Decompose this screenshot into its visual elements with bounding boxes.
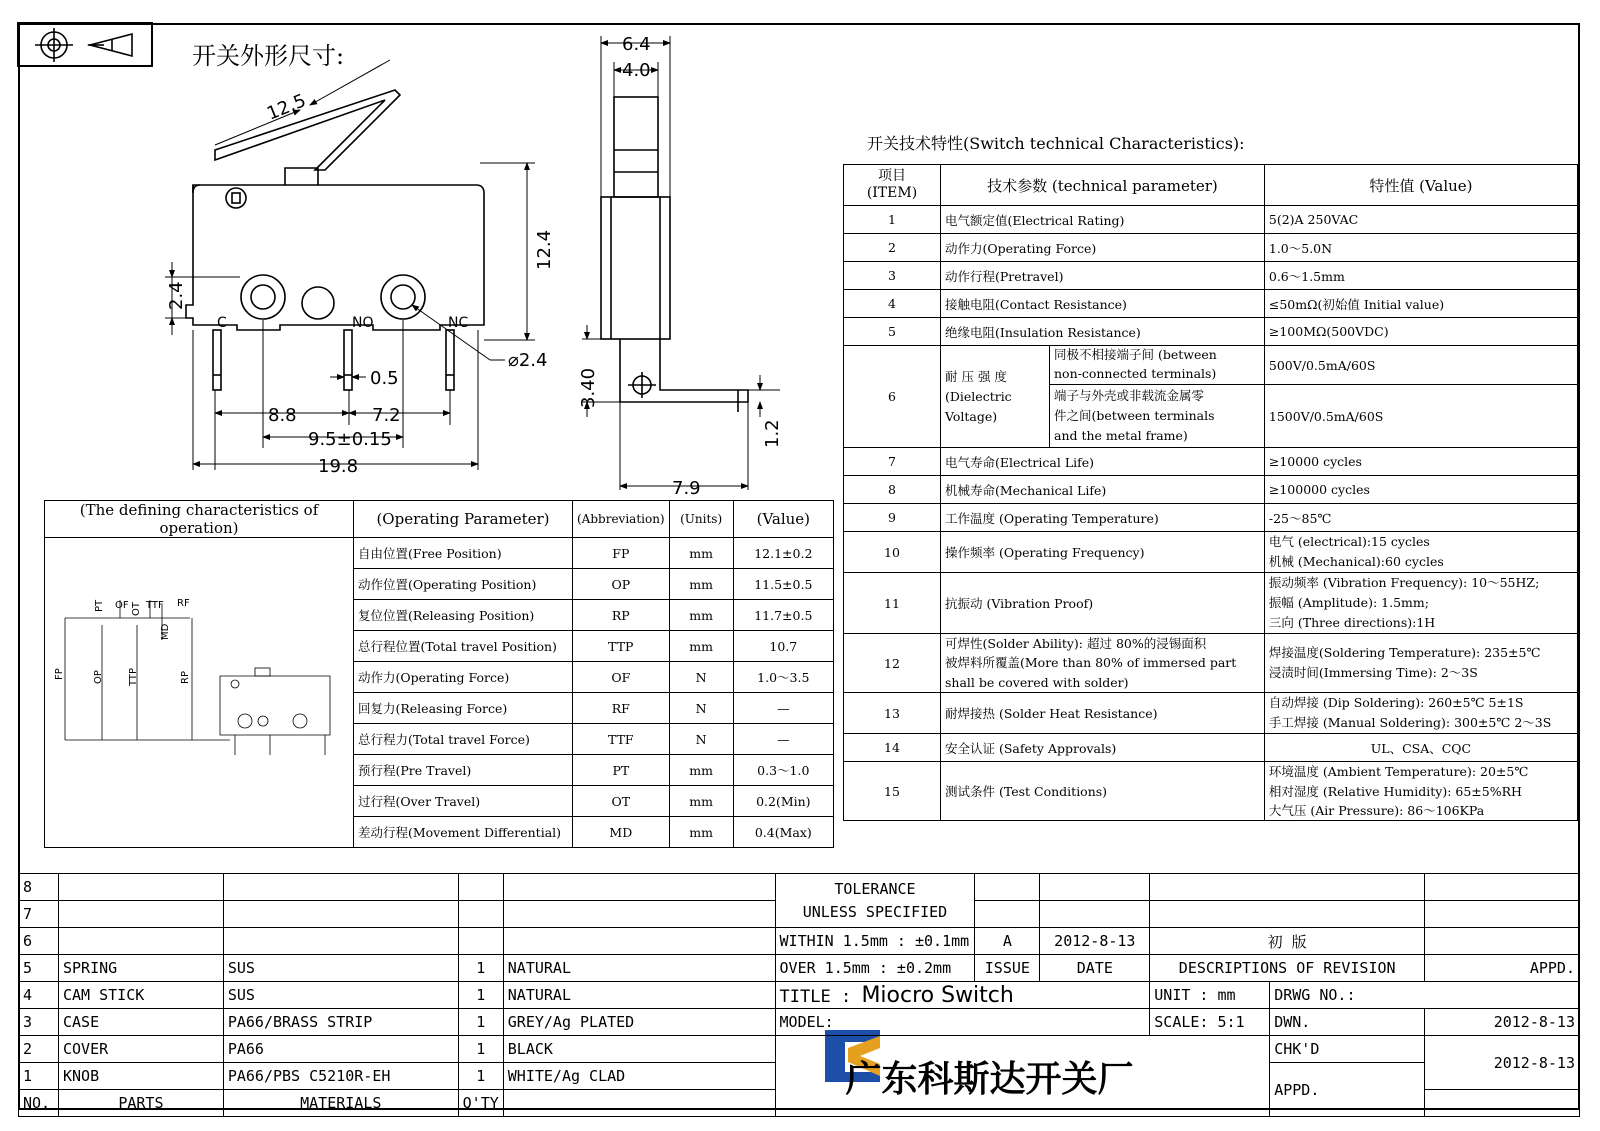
dim-side-offset: 3.40: [578, 367, 599, 408]
checked-label: CHK'D: [1270, 1036, 1425, 1063]
table-row: [844, 262, 1578, 290]
part-no: 3: [19, 1009, 59, 1036]
ops-param: 总行程位置(Total travel Position): [354, 631, 573, 662]
spec-param-line: 耐 压 强 度: [945, 368, 1007, 384]
rev-desc-empty: [1150, 901, 1425, 928]
unit-value: mm: [1217, 986, 1236, 1004]
part-finish: GREY/Ag PLATED: [503, 1009, 775, 1036]
spec-value: [1264, 573, 1577, 634]
ops-abbr: TTF: [573, 724, 670, 755]
ops-value: 11.7±0.5: [733, 600, 833, 631]
ops-param: 总行程力(Total travel Force): [354, 724, 573, 755]
spec-no: 10: [844, 532, 941, 573]
table-row: [844, 573, 1578, 634]
company-name: 广东科斯达开关厂: [845, 1058, 1134, 1100]
rev-issue-empty: [975, 901, 1040, 928]
part-qty: 1: [458, 1063, 503, 1090]
ops-value: 0.2(Min): [733, 786, 833, 817]
ops-value: 0.3～1.0: [733, 755, 833, 786]
spec-value-line: 电气 (electrical):15 cycles: [1268, 534, 1430, 549]
unit-cell: [1150, 982, 1270, 1009]
spec-value-line: 振幅 (Amplitude): 1.5mm;: [1268, 595, 1429, 610]
table-row: [844, 532, 1578, 573]
part-name: [58, 901, 223, 928]
spec-sub-param: [1050, 385, 1265, 448]
spec-param: 动作行程(Pretravel): [941, 262, 1265, 290]
title-block: [18, 873, 1580, 1110]
unit-label: UNIT :: [1154, 986, 1209, 1004]
spec-param-line: Voltage): [945, 408, 998, 424]
part-material: PA66: [223, 1036, 458, 1063]
ops-abbr: RP: [573, 600, 670, 631]
op-label-rp: RP: [180, 671, 191, 684]
spec-no: 1: [844, 206, 941, 234]
spec-value: 5(2)A 250VAC: [1264, 206, 1577, 234]
dim-span-right: 7.2: [372, 405, 401, 426]
spec-param: 耐焊接热 (Solder Heat Resistance): [941, 693, 1265, 734]
spec-param: 安全认证 (Safety Approvals): [941, 734, 1265, 762]
spec-value: ≥100MΩ(500VDC): [1264, 318, 1577, 346]
spec-param-line: 可焊性(Solder Ability): 超过 80%的浸锡面积: [945, 636, 1207, 651]
ops-param: 动作位置(Operating Position): [354, 569, 573, 600]
table-row: [19, 928, 1580, 955]
ops-value: 1.0～3.5: [733, 662, 833, 693]
ops-param: 差动行程(Movement Differential): [354, 817, 573, 848]
spec-no: 4: [844, 290, 941, 318]
approved-date-empty: [1425, 1090, 1580, 1117]
table-row: [19, 1036, 1580, 1063]
spec-value: ≤50mΩ(初始值 Initial value): [1264, 290, 1577, 318]
part-no: 4: [19, 982, 59, 1009]
dim-height: 12.4: [534, 229, 555, 270]
spec-param: 机械寿命(Mechanical Life): [941, 476, 1265, 504]
part-finish: [503, 874, 775, 901]
spec-param-line: (Dielectric: [945, 388, 1012, 404]
part-finish: BLACK: [503, 1036, 775, 1063]
spec-param-line: 件之间(between terminals: [1054, 408, 1215, 423]
part-finish: NATURAL: [503, 982, 775, 1009]
spec-param-line: 端子与外壳或非载流金属零: [1054, 388, 1205, 403]
part-material: PA66/BRASS STRIP: [223, 1009, 458, 1036]
spec-param: 测试条件 (Test Conditions): [941, 762, 1265, 821]
op-label-md: MD: [160, 623, 171, 640]
spec-value-line: 三向 (Three directions):1H: [1268, 615, 1436, 630]
ops-abbr: OT: [573, 786, 670, 817]
part-qty: [458, 874, 503, 901]
part-material: SUS: [223, 982, 458, 1009]
spec-no: 12: [844, 634, 941, 693]
spec-param: 工作温度 (Operating Temperature): [941, 504, 1265, 532]
op-label-ttf: TTF: [146, 600, 164, 611]
ops-unit: mm: [669, 817, 733, 848]
dimension-title: 开关外形尺寸:: [192, 42, 345, 70]
rev-appd-empty: [1425, 874, 1580, 901]
spec-param: [941, 634, 1265, 693]
tolerance-within: WITHIN 1.5mm : ±0.1mm: [775, 928, 975, 955]
spec-value-line: 浸渍时间(Immersing Time): 2～3S: [1268, 665, 1478, 681]
drawing-number-label: DRWG NO.:: [1270, 982, 1580, 1009]
ops-value: 12.1±0.2: [733, 538, 833, 569]
part-no: 5: [19, 955, 59, 982]
spec-param: 动作力(Operating Force): [941, 234, 1265, 262]
spec-header-item-en: (ITEM): [866, 185, 918, 201]
date-label: DATE: [1040, 955, 1150, 982]
ops-figure-cell: [45, 538, 354, 848]
part-material: [223, 874, 458, 901]
table-row: [844, 734, 1578, 762]
spec-header-value: 特性值 (Value): [1264, 165, 1577, 206]
dim-lever: 12.5: [264, 90, 310, 125]
spec-value: 1.0～5.0N: [1264, 234, 1577, 262]
issue-label: ISSUE: [975, 955, 1040, 982]
part-material: [223, 901, 458, 928]
spec-param-line: 被焊料所覆盖(More than 80% of immersed part: [945, 655, 1237, 671]
ops-abbr: PT: [573, 755, 670, 786]
ops-value: —: [733, 724, 833, 755]
approved-label: APPD.: [1270, 1063, 1425, 1117]
operating-parameter-table: [44, 500, 834, 848]
spec-no: 13: [844, 693, 941, 734]
spec-param-line: and the metal frame): [1054, 428, 1188, 443]
spec-header-item-cn: 项目: [878, 168, 906, 185]
ops-header-value: (Value): [733, 501, 833, 538]
parts-footer-materials: MATERIALS: [223, 1090, 458, 1117]
part-qty: 1: [458, 1036, 503, 1063]
dim-span-left: 8.8: [268, 405, 297, 426]
tolerance-line: TOLERANCE: [834, 880, 916, 898]
ops-unit: N: [669, 724, 733, 755]
dim-hole-dia: ⌀2.4: [508, 350, 548, 371]
part-qty: 1: [458, 1009, 503, 1036]
dim-side-depth: 7.9: [672, 478, 701, 499]
dim-pin-width: 0.5: [370, 368, 399, 389]
ops-value: 10.7: [733, 631, 833, 662]
op-label-op: OP: [93, 670, 104, 684]
spec-value: UL、CSA、CQC: [1264, 734, 1577, 762]
label-no: NO: [352, 315, 374, 331]
table-row: [19, 955, 1580, 982]
scale-label: SCALE:: [1154, 1013, 1209, 1031]
title-label: TITLE :: [779, 986, 852, 1007]
part-name: CAM STICK: [58, 982, 223, 1009]
ops-unit: mm: [669, 786, 733, 817]
drawn-date: 2012-8-13: [1425, 1009, 1580, 1036]
appd-label: APPD.: [1425, 955, 1580, 982]
part-name: SPRING: [58, 955, 223, 982]
ops-value: —: [733, 693, 833, 724]
table-row: [844, 234, 1578, 262]
spec-no: 15: [844, 762, 941, 821]
ops-abbr: OP: [573, 569, 670, 600]
front-dimensions: [165, 60, 535, 470]
part-no: 6: [19, 928, 59, 955]
dim-hole-span: 9.5±0.15: [308, 429, 392, 450]
part-finish: NATURAL: [503, 955, 775, 982]
spec-param: 电气寿命(Electrical Life): [941, 448, 1265, 476]
op-label-rf: RF: [177, 598, 190, 609]
spec-param: [941, 346, 1050, 448]
ops-param: 过行程(Over Travel): [354, 786, 573, 817]
ops-value: 0.4(Max): [733, 817, 833, 848]
spec-value-line: 机械 (Mechanical):60 cycles: [1268, 554, 1444, 569]
spec-no: 14: [844, 734, 941, 762]
part-no: 1: [19, 1063, 59, 1090]
spec-value-line: 振动频率 (Vibration Frequency): 10～55HZ;: [1268, 575, 1540, 590]
desc-label: DESCRIPTIONS OF REVISION: [1150, 955, 1425, 982]
model-label: MODEL:: [775, 1009, 1150, 1036]
rev-date-empty: [1040, 901, 1150, 928]
tolerance-line: UNLESS SPECIFIED: [802, 902, 948, 921]
ops-unit: mm: [669, 755, 733, 786]
ops-header-characteristics: (The defining characteristics of operation): [45, 501, 354, 538]
rev-desc: 初 版: [1150, 928, 1425, 955]
scale-value: 5:1: [1217, 1013, 1245, 1031]
table-row: [19, 1009, 1580, 1036]
op-label-ot: OT: [131, 602, 142, 616]
spec-value: 0.6～1.5mm: [1264, 262, 1577, 290]
spec-value-line: 自动焊接 (Dip Soldering): 260±5℃ 5±1S: [1268, 695, 1524, 711]
ops-abbr: OF: [573, 662, 670, 693]
part-no: 2: [19, 1036, 59, 1063]
part-qty: 1: [458, 955, 503, 982]
spec-no: 9: [844, 504, 941, 532]
spec-header-param: 技术参数 (technical parameter): [941, 165, 1265, 206]
table-row: [19, 982, 1580, 1009]
part-material: [223, 928, 458, 955]
rev-appd-empty: [1425, 901, 1580, 928]
ops-unit: mm: [669, 569, 733, 600]
part-finish: WHITE/Ag CLAD: [503, 1063, 775, 1090]
ops-abbr: RF: [573, 693, 670, 724]
spec-value: [1264, 693, 1577, 734]
spec-value: ≥100000 cycles: [1264, 476, 1577, 504]
table-row: [844, 504, 1578, 532]
title-block-table: [18, 873, 1580, 1117]
part-qty: 1: [458, 982, 503, 1009]
table-row: [844, 762, 1578, 821]
part-qty: [458, 928, 503, 955]
spec-value: 1500V/0.5mA/60S: [1264, 385, 1577, 448]
technical-spec-table: [843, 164, 1578, 821]
spec-param-line: non-connected terminals): [1054, 366, 1217, 381]
parts-footer-parts: PARTS: [58, 1090, 223, 1117]
spec-param: 绝缘电阻(Insulation Resistance): [941, 318, 1265, 346]
spec-value: ≥10000 cycles: [1264, 448, 1577, 476]
table-row: [844, 318, 1578, 346]
table-row: [844, 290, 1578, 318]
dim-length: 19.8: [318, 456, 359, 477]
part-finish: [503, 901, 775, 928]
part-no: 8: [19, 874, 59, 901]
ops-abbr: TTP: [573, 631, 670, 662]
title-cell: [775, 982, 1150, 1009]
ops-unit: N: [669, 693, 733, 724]
rev-date: 2012-8-13: [1040, 928, 1150, 955]
spec-header-item: [844, 165, 941, 206]
part-material: SUS: [223, 955, 458, 982]
op-label-of: OF: [115, 600, 129, 611]
part-name: COVER: [58, 1036, 223, 1063]
spec-no: 2: [844, 234, 941, 262]
spec-no: 8: [844, 476, 941, 504]
ops-header-parameter: (Operating Parameter): [354, 501, 573, 538]
spec-value: [1264, 762, 1577, 821]
op-label-fp: FP: [54, 668, 65, 680]
spec-param: 电气额定值(Electrical Rating): [941, 206, 1265, 234]
ops-unit: mm: [669, 600, 733, 631]
ops-value: 11.5±0.5: [733, 569, 833, 600]
ops-abbr: MD: [573, 817, 670, 848]
spec-param: 接触电阻(Contact Resistance): [941, 290, 1265, 318]
spec-value-line: 相对湿度 (Relative Humidity): 65±5%RH: [1268, 783, 1522, 799]
spec-value-line: 焊接温度(Soldering Temperature): 235±5℃: [1268, 645, 1541, 661]
spec-no: 3: [844, 262, 941, 290]
spec-no: 7: [844, 448, 941, 476]
dim-side-outer: 6.4: [622, 34, 651, 55]
spec-param: 抗振动 (Vibration Proof): [941, 573, 1265, 634]
part-name: KNOB: [58, 1063, 223, 1090]
company-cell: [775, 1036, 1270, 1117]
table-row: [844, 346, 1578, 385]
spec-value-line: 手工焊接 (Manual Soldering): 300±5℃ 2～3S: [1268, 715, 1552, 731]
spec-value: 500V/0.5mA/60S: [1264, 346, 1577, 385]
rev-issue-empty: [975, 874, 1040, 901]
spec-value-line: 大气压 (Air Pressure): 86～106KPa: [1268, 802, 1485, 818]
rev-desc-empty: [1150, 874, 1425, 901]
ops-unit: mm: [669, 538, 733, 569]
spec-value: [1264, 634, 1577, 693]
tolerance-label: [775, 874, 975, 928]
spec-value: -25～85℃: [1264, 504, 1577, 532]
spec-no: 11: [844, 573, 941, 634]
part-no: 7: [19, 901, 59, 928]
op-label-pt: PT: [94, 599, 105, 612]
scale-cell: [1150, 1009, 1270, 1036]
ops-param: 回复力(Releasing Force): [354, 693, 573, 724]
part-material: PA66/PBS C5210R-EH: [223, 1063, 458, 1090]
spec-param-line: shall be covered with solder): [945, 674, 1129, 690]
drawing-title: Miocro Switch: [861, 982, 1014, 1008]
spec-param: 操作频率 (Operating Frequency): [941, 532, 1265, 573]
rev-letter: A: [975, 928, 1040, 955]
label-c: C: [217, 315, 227, 331]
parts-footer-qty: Q'TY: [458, 1090, 503, 1117]
rev-appd-empty: [1425, 928, 1580, 955]
spec-sub-param: [1050, 346, 1265, 385]
spec-no: 5: [844, 318, 941, 346]
rev-date-empty: [1040, 874, 1150, 901]
ops-param: 预行程(Pre Travel): [354, 755, 573, 786]
ops-unit: mm: [669, 631, 733, 662]
ops-param: 复位位置(Releasing Position): [354, 600, 573, 631]
parts-footer-empty: [503, 1090, 775, 1117]
table-row: [844, 476, 1578, 504]
ops-header-abbreviation: (Abbreviation): [573, 501, 670, 538]
ops-header-units: (Units): [669, 501, 733, 538]
table-row: [844, 206, 1578, 234]
side-view: [601, 97, 748, 412]
op-label-ttp: TTP: [128, 667, 139, 686]
front-view: [186, 90, 484, 390]
part-name: [58, 928, 223, 955]
parts-footer-no: NO.: [19, 1090, 59, 1117]
part-name: [58, 874, 223, 901]
tolerance-over: OVER 1.5mm : ±0.2mm: [775, 955, 975, 982]
part-name: CASE: [58, 1009, 223, 1036]
spec-value-line: 环境温度 (Ambient Temperature): 20±5℃: [1268, 764, 1529, 780]
ops-param: 动作力(Operating Force): [354, 662, 573, 693]
spec-title: 开关技术特性(Switch technical Characteristics):: [867, 134, 1245, 153]
table-row: [19, 874, 1580, 901]
checked-date: 2012-8-13: [1425, 1036, 1580, 1090]
spec-param-line: 同极不相接端子间 (between: [1054, 347, 1217, 363]
spec-value: [1264, 532, 1577, 573]
table-row: [844, 693, 1578, 734]
ops-unit: N: [669, 662, 733, 693]
table-row: [844, 634, 1578, 693]
table-row: [45, 538, 834, 569]
label-nc: NC: [448, 315, 469, 331]
dim-pin-offset: 2.4: [166, 281, 187, 310]
spec-no: 6: [844, 346, 941, 448]
projection-symbol-icon: [18, 23, 152, 66]
part-qty: [458, 901, 503, 928]
dim-side-tab: 1.2: [762, 419, 783, 448]
ops-param: 自由位置(Free Position): [354, 538, 573, 569]
part-finish: [503, 928, 775, 955]
dim-side-inner: 4.0: [622, 60, 651, 81]
table-row: [844, 448, 1578, 476]
ops-abbr: FP: [573, 538, 670, 569]
drawn-label: DWN.: [1270, 1009, 1425, 1036]
